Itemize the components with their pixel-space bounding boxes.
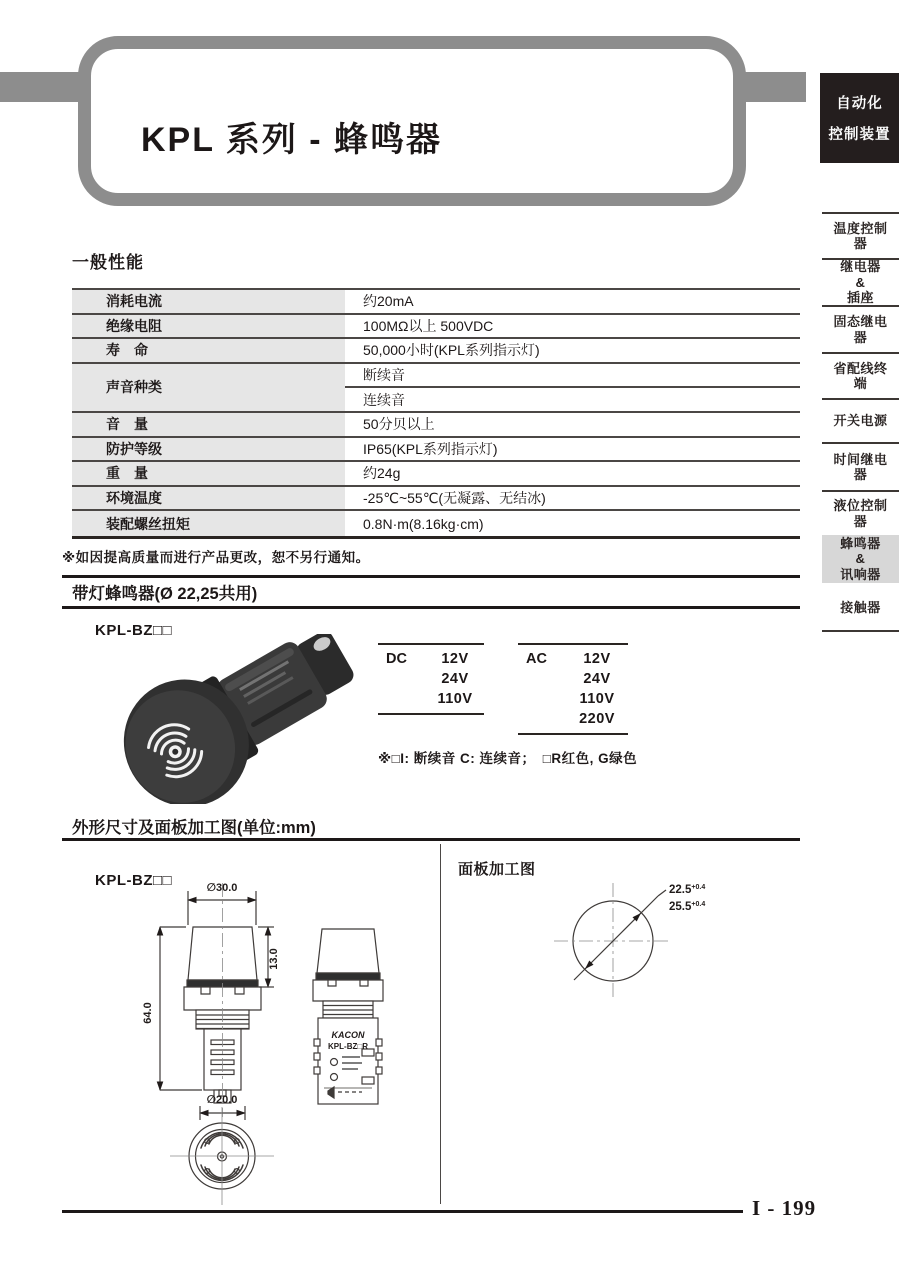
dimension-drawing-bottom xyxy=(170,1107,274,1205)
dimension-drawing-side xyxy=(313,929,383,1104)
spec-label: 消耗电流 xyxy=(72,290,345,313)
table-row xyxy=(72,438,800,463)
dimensions-heading: 外形尺寸及面板加工图(单位:mm) xyxy=(72,819,316,837)
spec-label: 环境温度 xyxy=(72,487,345,510)
dimension-drawing-front xyxy=(160,883,274,1120)
table-row xyxy=(72,413,800,438)
spec-value: 约24g xyxy=(363,465,401,482)
spec-value: 连续音 xyxy=(363,391,405,408)
spec-label: 音 量 xyxy=(72,413,345,436)
voltage-row: AC 12V xyxy=(518,649,628,669)
table-row xyxy=(72,315,800,340)
category-line: 自动化 xyxy=(836,96,883,112)
drawing-brand: KACON xyxy=(331,1030,365,1040)
spec-label: 防护等级 xyxy=(72,438,345,461)
table-row xyxy=(72,462,800,487)
voltage-row: 110V xyxy=(579,691,615,707)
panel-dim-22: $22.5^{+0.4}$ xyxy=(669,884,706,896)
spec-value: 100MΩ以上 500VDC xyxy=(363,317,494,334)
disclaimer-note: ※如因提高质量而进行产品更改，恕不另行通知。 xyxy=(62,550,370,565)
panel-cutout-label: 面板加工图 xyxy=(458,861,536,878)
dim-head-13: 13.0 xyxy=(268,948,280,970)
general-performance-heading: 一般性能 xyxy=(72,253,144,272)
spec-label: 寿 命 xyxy=(72,339,345,362)
buzzer-section-header: 带灯蜂鸣器(Ø 22,25共用) xyxy=(62,575,800,609)
voltage-row: 110V xyxy=(437,691,473,707)
table-row xyxy=(72,511,800,536)
dim-diameter-30: ∅30.0 xyxy=(206,882,238,894)
page-number: I - 199 xyxy=(752,1196,817,1220)
sidebar-item-relay-socket: 继电器 & 插座 xyxy=(840,259,881,306)
panel-cutout-drawing xyxy=(554,883,672,999)
sidebar-item-solid-state-relay: 固态继电 器 xyxy=(833,314,888,345)
dimension-drawings xyxy=(62,841,800,1208)
sidebar-item-level-controller: 液位控制 器 xyxy=(833,498,888,529)
ac-label: AC xyxy=(526,651,547,667)
title-banner xyxy=(78,36,746,206)
sidebar-item-wiring-terminal: 省配线终 端 xyxy=(833,360,888,391)
voltage-row: 220V xyxy=(579,711,615,727)
table-row xyxy=(72,339,800,364)
voltage-row: DC 12V xyxy=(378,649,484,669)
table-row xyxy=(72,487,800,512)
sidebar-category-tab xyxy=(820,73,899,163)
page-title: KPL 系列 - 蜂鸣器 xyxy=(141,120,443,159)
spec-value: 50,000小时(KPL系列指示灯) xyxy=(363,342,540,359)
spec-value: -25℃~55℃(无凝露、无结冰) xyxy=(363,490,546,507)
footer-rule xyxy=(62,1210,743,1213)
spec-label: 绝缘电阻 xyxy=(72,315,345,338)
dim-height-64: 64.0 xyxy=(142,1002,154,1024)
sidebar-item-switching-power: 开关电源 xyxy=(833,413,888,429)
spec-value: 断续音 xyxy=(345,364,800,389)
spec-label: 声音种类 xyxy=(72,364,345,411)
drawing-model: KPL-BZ□R xyxy=(328,1042,368,1051)
category-line: 控制装置 xyxy=(828,127,891,143)
ac-voltage-table xyxy=(518,643,628,735)
spec-value: 约20mA xyxy=(363,293,414,310)
drawing-model-label: KPL-BZ□□ xyxy=(95,872,173,889)
voltage-row: 24V xyxy=(583,671,611,687)
table-row xyxy=(72,364,800,413)
dc-label: DC xyxy=(386,651,407,667)
spec-value: IP65(KPL系列指示灯) xyxy=(363,440,498,457)
panel-dim-25: $25.5^{+0.4}$ xyxy=(669,901,706,913)
dc-voltage-table xyxy=(378,643,484,715)
sidebar-item-buzzer-sounder: 蜂鸣器 & 讯响器 xyxy=(822,535,899,583)
sidebar-item-contactor: 接触器 xyxy=(840,599,881,615)
voltage-row: 24V xyxy=(441,671,469,687)
dim-diameter-20: ∅20.0 xyxy=(206,1094,238,1106)
spec-value: 50分贝以上 xyxy=(363,416,435,433)
spec-label: 重 量 xyxy=(72,462,345,485)
sidebar-item-temperature-controller: 温度控制 器 xyxy=(833,220,888,251)
sidebar-item-timer-relay: 时间继电 器 xyxy=(833,451,888,482)
spec-table xyxy=(72,288,800,539)
sidebar-rule xyxy=(822,630,899,632)
table-row xyxy=(72,290,800,315)
product-code: KPL-BZ□□ xyxy=(95,622,173,639)
spec-value: 0.8N·m(8.16kg·cm) xyxy=(363,515,484,532)
order-code-note: ※□I: 断续音 C: 连续音； □R红色, G绿色 xyxy=(378,751,638,766)
product-photo xyxy=(86,634,376,804)
spec-label: 装配螺丝扭矩 xyxy=(72,511,345,536)
